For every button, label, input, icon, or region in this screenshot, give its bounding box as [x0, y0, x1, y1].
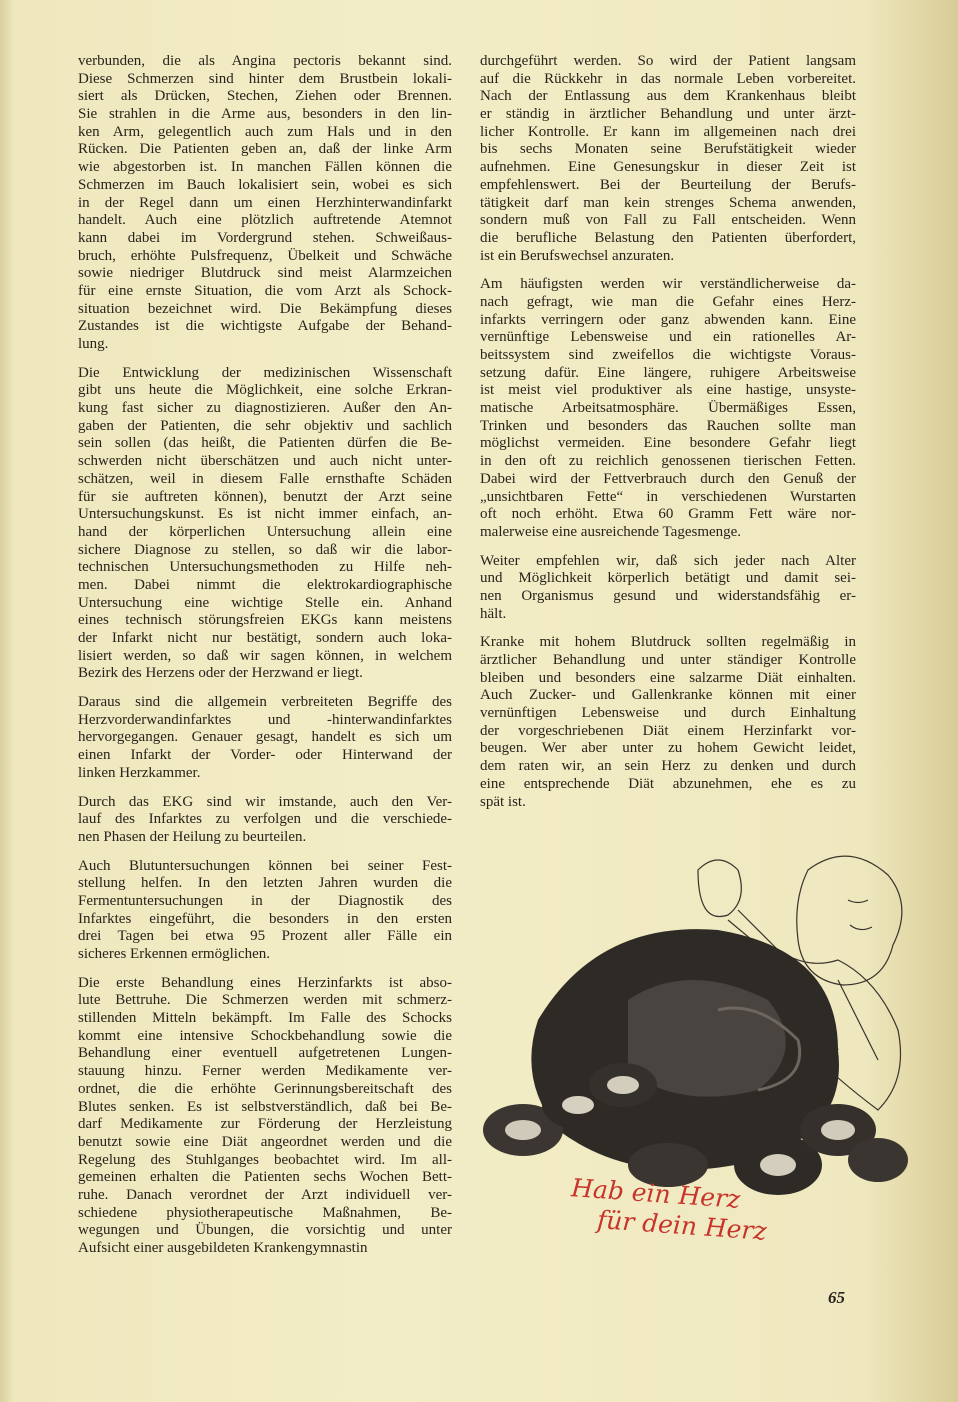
text-line: Regelung des Stuhlganges beobachtet wird. Im all- — [78, 1151, 452, 1168]
text-line: Untersuchung eine wichtige Stelle ein. Anhand — [78, 594, 452, 611]
paragraph — [78, 694, 452, 782]
text-line: und Möglichkeit körperlich betätigt und damit sei- — [480, 570, 856, 587]
text-line: in den oft zu reichlich genossenen tierischen Fetten. — [480, 453, 856, 470]
text-line: stellung helfen. In den letzten Jahren wurden die — [78, 875, 452, 892]
text-line: der vorgeschriebenen Diät einem Herzinfarkt vor- — [480, 722, 856, 739]
text-line: kann dabei im Vordergrund stehen. Schweißaus- — [78, 229, 452, 246]
text-line: siert als Drücken, Stechen, Ziehen oder Brennen. — [78, 88, 452, 105]
roast-chicken — [531, 929, 839, 1170]
text-line: vernünftigen Lebensweise und durch Einhaltung — [480, 705, 856, 722]
right-text-column — [480, 53, 856, 822]
text-line: sondern muß von Fall zu Fall entscheiden. Wenn — [480, 212, 856, 229]
text-line: lung. — [78, 336, 109, 352]
text-line: Daraus sind die allgemein verbreiteten Begriffe des — [78, 694, 452, 711]
page-number: 65 — [828, 1288, 845, 1307]
text-line: gibt uns heute die Möglichkeit, eine solche Erkran- — [78, 382, 452, 399]
paragraph — [78, 365, 452, 683]
text-line: gemeinen erhalten die Patienten sechs Wochen Bett- — [78, 1169, 452, 1186]
text-line: schätzen, weil in diesem Falle ernsthafte Schäden — [78, 470, 452, 487]
paragraph — [480, 53, 856, 265]
text-line: spät ist. — [480, 793, 526, 810]
text-line: hält. — [480, 605, 507, 622]
text-line: der Infarkt nicht nur bestätigt, sondern auch loka- — [78, 630, 452, 646]
text-line: sicheres Erkennen ermöglichen. — [78, 946, 271, 962]
text-line: drei Tagen bei etwa 95 Prozent aller Fälle ein — [78, 928, 452, 945]
text-line: durchgeführt werden. So wird der Patient langsam — [480, 53, 856, 69]
text-line: Behandlung einer eventuell aufgetretenen Lungen- — [78, 1045, 452, 1062]
text-line: sowie niedriger Blutdruck sind meist Alarmzeichen — [78, 265, 452, 282]
text-line: dem raten wir, an sein Herz zu denken und durch — [480, 758, 856, 775]
paragraph — [78, 975, 452, 1258]
text-line: nen Phasen der Heilung zu beurteilen. — [78, 828, 307, 845]
text-line: möglichst vermeiden. Eine besondere Gefahr liegt — [480, 435, 856, 452]
text-line: Auch Blutuntersuchungen können bei seiner Fest- — [78, 857, 452, 874]
caption-line-1: Hab ein Herz — [570, 1173, 742, 1214]
text-line: lisiert werden, so daß wir sagen können, in welchem — [78, 647, 452, 664]
text-line: kommt eine intensive Schockbehandlung sowie die — [78, 1027, 452, 1044]
text-line: Dabei wird der Fettverbrauch durch den Genuß der — [480, 470, 856, 487]
text-line: wegungen und Übungen, die vorsichtig und unter — [78, 1222, 452, 1239]
text-line: Untersuchungskunst. Es ist nicht immer einfach, an- — [78, 506, 452, 523]
text-line: Am häufigsten werden wir verständlicherweise da- — [480, 276, 856, 293]
text-line: nen Organismus gesund und widerstandsfähig er- — [480, 587, 856, 604]
text-line: Die erste Behandlung eines Herzinfarkts ist abso- — [78, 974, 452, 991]
text-line: Die Entwicklung der medizinischen Wissenschaft — [78, 364, 452, 381]
text-line: hervorgegangen. Genauer gesagt, handelt es sich um — [78, 729, 452, 746]
text-line: beitssystem sind zweifellos die wichtigste Voraus- — [480, 347, 856, 363]
text-line: licher Kontrolle. Er kann im allgemeinen nach drei — [480, 123, 856, 140]
left-text-column — [78, 53, 452, 1269]
paragraph — [480, 634, 856, 811]
text-line: schiedene physiotherapeutische Maßnahmen, Be- — [78, 1204, 452, 1221]
text-line: stauung hinzu. Ferner werden Medikamente ver- — [78, 1063, 452, 1080]
text-line: benutzt sowie eine Diät angeordnet werden und die — [78, 1133, 452, 1150]
text-line: Herzvorderwandinfarktes und -hinterwandinfarktes — [78, 711, 452, 728]
text-line: Fermentuntersuchungen in der Diagnostik des — [78, 892, 452, 909]
text-line: Rücken. Die Patienten geben an, daß der linke Arm — [78, 141, 452, 158]
text-line: eine entsprechende Diät abzunehmen, ehe es zu — [480, 775, 856, 792]
text-line: ärztlicher Behandlung und unter ständiger Kontrolle — [480, 652, 856, 668]
text-line: Kranke mit hohem Blutdruck sollten regelmäßig in — [480, 634, 856, 651]
text-line: die berufliche Belastung den Patienten überfordert, — [480, 229, 856, 246]
text-line: bruch, erhöhte Pulsfrequenz, Übelkeit und Schwäche — [78, 247, 452, 264]
text-line: tätigkeit darf man kein strenges Schema anwenden, — [480, 194, 856, 211]
text-line: setzung dafür. Eine längere, ruhigere Arbeitsweise — [480, 364, 856, 381]
text-line: vernünftige Lebensweise und ein rationelles Ar- — [480, 329, 856, 346]
text-line: Aufsicht einer ausgebildeten Krankengymnastin — [78, 1240, 368, 1256]
text-line: einen Infarkt der Vorder- oder Hinterwand der — [78, 747, 452, 764]
text-line: Sie strahlen in die Arme aus, besonders in den lin- — [78, 106, 452, 123]
text-line: ken Arm, gelegentlich auch zum Hals und in den — [78, 123, 452, 140]
text-line: er ständig in ärztlicher Behandlung und unter ärzt- — [480, 106, 856, 123]
paragraph — [480, 553, 856, 624]
text-line: bleiben und besonders eine salzarme Diät einhalten. — [480, 669, 856, 686]
text-line: schwerden nicht überschätzen und auch nicht unter- — [78, 453, 452, 470]
text-line: in der Regel dann um einen Herzhinterwandinfarkt — [78, 194, 452, 211]
text-line: stillenden Mitteln bekämpft. Im Falle des Schocks — [78, 1010, 452, 1027]
text-line: ist meist viel produktiver als eine hastige, unsyste- — [480, 382, 856, 399]
text-line: Weiter empfehlen wir, daß sich jeder nach Alter — [480, 552, 856, 569]
text-line: eines technisch störungsfreien EKGs kann meistens — [78, 612, 452, 629]
text-line: sichere Diagnose zu stellen, so daß wir die labor- — [78, 541, 452, 558]
text-line: lauf des Infarktes zu verfolgen und die verschiede- — [78, 811, 452, 828]
text-line: wie abgestorben ist. In manchen Fällen können die — [78, 159, 452, 176]
text-line: auf die Rückkehr in das normale Leben vorbereitet. — [480, 70, 856, 87]
text-line: ist ein Berufswechsel anzuraten. — [480, 247, 675, 264]
text-line: beugen. Wer aber unter zu hohem Gewicht leidet, — [480, 740, 856, 757]
caption-line-2: für dein Herz — [596, 1205, 768, 1246]
text-line: technischen Untersuchungsmethoden zu Hilfe neh- — [78, 559, 452, 576]
text-line: empfehlenswert. Bei der Beurteilung der Berufs- — [480, 176, 856, 193]
text-line: für eine ernste Situation, die vom Arzt als Schock- — [78, 282, 452, 299]
text-line: Durch das EKG sind wir imstande, auch den Ver- — [78, 793, 452, 810]
text-line: Trinken und besonders das Rauchen sollte man — [480, 417, 856, 434]
text-line: ruhe. Danach verordnet der Arzt individuell ver- — [78, 1186, 452, 1203]
text-line: Zustandes ist die wichtigste Aufgabe der Behand- — [78, 318, 452, 335]
text-line: bis sechs Monaten seine Berufstätigkeit wieder — [480, 141, 856, 158]
text-line: „unsichtbaren Fette“ in verschiedenen Wurstarten — [480, 488, 856, 505]
text-line: malerweise eine ausreichende Tagesmenge. — [480, 523, 742, 540]
text-line: verbunden, die als Angina pectoris bekannt sind. — [78, 53, 452, 69]
text-line: hand der körperlichen Untersuchung allein eine — [78, 523, 452, 540]
text-line: infarkts verringern oder ganz abwenden kann. Eine — [480, 311, 856, 328]
text-line: lute Bettruhe. Die Schmerzen werden mit schmerz- — [78, 992, 452, 1009]
text-line: nach gefragt, wie man die Gefahr eines Herz- — [480, 293, 856, 310]
text-line: situation bezeichnet wird. Die Bekämpfung dieses — [78, 300, 452, 317]
text-line: handelt. Auch eine plötzlich auftretende Atemnot — [78, 212, 452, 229]
text-line: linken Herzkammer. — [78, 764, 201, 781]
text-line: kung fast sicher zu diagnostizieren. Außer den An- — [78, 400, 452, 417]
text-line: matische Arbeitsatmosphäre. Übermäßiges Essen, — [480, 400, 856, 417]
text-line: men. Dabei nimmt die elektrokardiographische — [78, 576, 452, 593]
text-line: Diese Schmerzen sind hinter dem Brustbein lokali- — [78, 70, 452, 87]
paragraph — [78, 53, 452, 354]
text-line: für sie auftreten können), benutzt der Arzt seine — [78, 488, 452, 505]
text-line: Nach der Entlassung aus dem Krankenhaus bleibt — [480, 88, 856, 105]
text-line: ordnet, die die erhöhte Gerinnungsbereitschaft des — [78, 1080, 452, 1097]
text-line: gaben der Patienten, die sehr objektiv und sachlich — [78, 417, 452, 434]
text-line: Auch Zucker- und Gallenkranke können mit einer — [480, 687, 856, 704]
text-line: aufnehmen. Eine Genesungskur in dieser Zeit ist — [480, 159, 856, 176]
text-line: sein sollen (das heißt, die Patienten dürfen die Be- — [78, 435, 452, 452]
paragraph — [78, 858, 452, 964]
text-line: Infarktes eingeführt, die besonders in den ersten — [78, 910, 452, 927]
paragraph — [78, 794, 452, 847]
text-line: Blutes senken. Es ist selbstverständlich, daß bei Be- — [78, 1098, 452, 1115]
paragraph — [480, 276, 856, 541]
text-line: Schmerzen im Bauch lokalisiert sein, wobei es sich — [78, 176, 452, 193]
text-line: darf Medikamente zur Förderung der Herzleistung — [78, 1116, 452, 1133]
text-line: Bezirk des Herzens oder der Herzwand er liegt. — [78, 665, 363, 682]
text-line: oft noch erhöht. Etwa 60 Gramm Fett wäre nor- — [480, 506, 856, 523]
